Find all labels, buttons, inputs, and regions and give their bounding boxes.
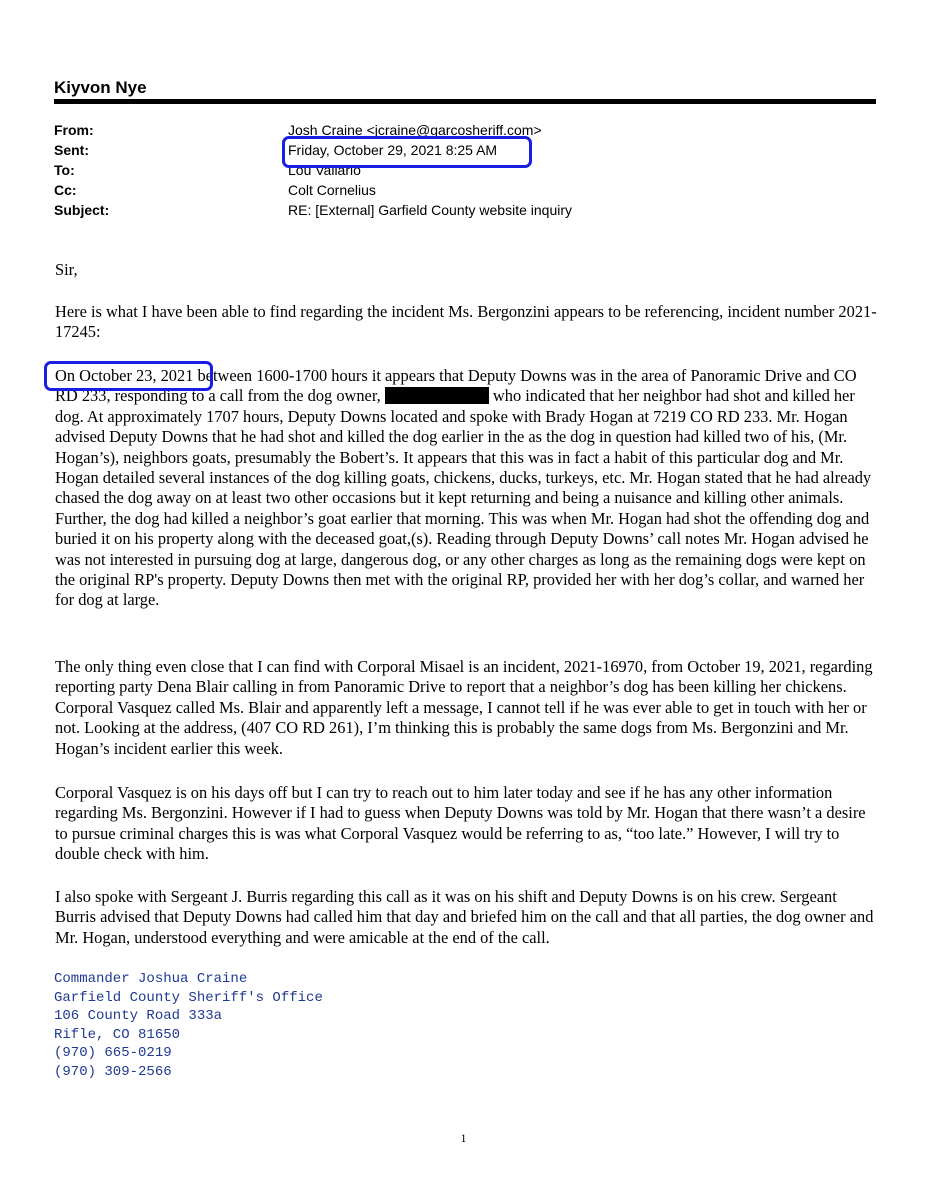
signature-phone-1: (970) 665-0219 bbox=[54, 1045, 172, 1062]
page-number: 1 bbox=[460, 1131, 467, 1145]
sent-label: Sent: bbox=[54, 142, 89, 158]
cc-label: Cc: bbox=[54, 182, 77, 198]
sent-date-highlight bbox=[282, 136, 532, 168]
subject-label: Subject: bbox=[54, 202, 110, 218]
paragraph-2: On October 23, 2021 between 1600-1700 hours it appears that Deputy Downs was in the area of Panoramic Drive and CO RD 233, responding to a call from the dog owner, who indicated that her neighbor had shot and killed her dog. At approximately 1707 hours, Deputy Downs located and spoke with Brady Hogan at 7219 CO RD 233. Mr. Hogan advised Deputy Downs that he had shot and killed the dog earlier in the as the dog in question had killed two of his, (Mr. Hogan’s), neighbors goats, presumably the Bobert’s. It appears that this was in fact a habit of this particular dog and Mr. Hogan detailed several instances of the dog killing goats, chickens, ducks, turkeys, etc. Mr. Hogan stated that he had already chased the dog away on at least two other occasions but it kept returning and being a nuisance and killing other animals. Further, the dog had killed a neighbor’s goat earlier that morning. This was when Mr. Hogan had shot the offending dog and buried it on his property along with the deceased goat,(s). Reading through Deputy Downs’ call notes Mr. Hogan advised he was not interested in pursuing dog at large, dangerous dog, or any other charges as long as the remaining dogs were kept on the original RP's property. Deputy Downs then met with the original RP, provided her with her dog’s collar, and warned her for dog at large. bbox=[55, 366, 872, 610]
signature-street: 106 County Road 333a bbox=[54, 1008, 223, 1025]
paragraph-1: Here is what I have been able to find regarding the incident Ms. Bergonzini appears to be referencing, incident number 2021-17245: bbox=[55, 302, 877, 342]
mailbox-owner-name: Kiyvon Nye bbox=[54, 78, 147, 97]
email-signature bbox=[54, 970, 323, 1082]
to-label: To: bbox=[54, 162, 75, 178]
signature-phone-2: (970) 309-2566 bbox=[54, 1063, 172, 1080]
redaction-block bbox=[385, 387, 489, 404]
header-divider bbox=[54, 99, 876, 104]
subject-value: RE: [External] Garfield County website inquiry bbox=[288, 202, 573, 218]
signature-name: Commander Joshua Craine bbox=[54, 971, 248, 987]
to-value: Lou Vallario bbox=[288, 162, 361, 178]
paragraph-3: The only thing even close that I can find with Corporal Misael is an incident, 2021-16970, from October 19, 2021, regarding reporting party Dena Blair calling in from Panoramic Drive to report that a neighbor’s dog has been killing her chickens. Corporal Vasquez called Ms. Blair and apparently left a message, I cannot tell if he was ever able to get in touch with her or not. Looking at the address, (407 CO RD 261), I’m thinking this is probably the same dogs from Ms. Bergonzini and Mr. Hogan’s incident earlier this week. bbox=[55, 657, 873, 758]
incident-date: On October 23, 2021 bbox=[55, 366, 194, 385]
from-value: Josh Craine <jcraine@garcosheriff.com> bbox=[288, 122, 542, 138]
signature-org: Garfield County Sheriff's Office bbox=[54, 989, 323, 1006]
incident-date-highlight bbox=[44, 361, 213, 391]
cc-value: Colt Cornelius bbox=[288, 182, 376, 198]
signature-city: Rifle, CO 81650 bbox=[54, 1026, 181, 1043]
paragraph-5: I also spoke with Sergeant J. Burris regarding this call as it was on his shift and Deputy Downs is on his crew. Sergeant Burris advised that Deputy Downs had called him that day and briefed him on the call and that all parties, the dog owner and Mr. Hogan, understood everything and were amicable at the end of the call. bbox=[55, 887, 874, 947]
from-label: From: bbox=[54, 122, 94, 138]
paragraph-4: Corporal Vasquez is on his days off but I can try to reach out to him later today and see if he has any other information regarding Ms. Bergonzini. However if I had to guess when Deputy Downs was told by Mr. Hogan that there wasn’t a desire to pursue criminal charges this is was what Corporal Vasquez would be referring to as, “too late.” However, I will try to double check with him. bbox=[55, 783, 866, 864]
salutation: Sir, bbox=[55, 260, 78, 279]
sent-value: Friday, October 29, 2021 8:25 AM bbox=[288, 142, 498, 158]
